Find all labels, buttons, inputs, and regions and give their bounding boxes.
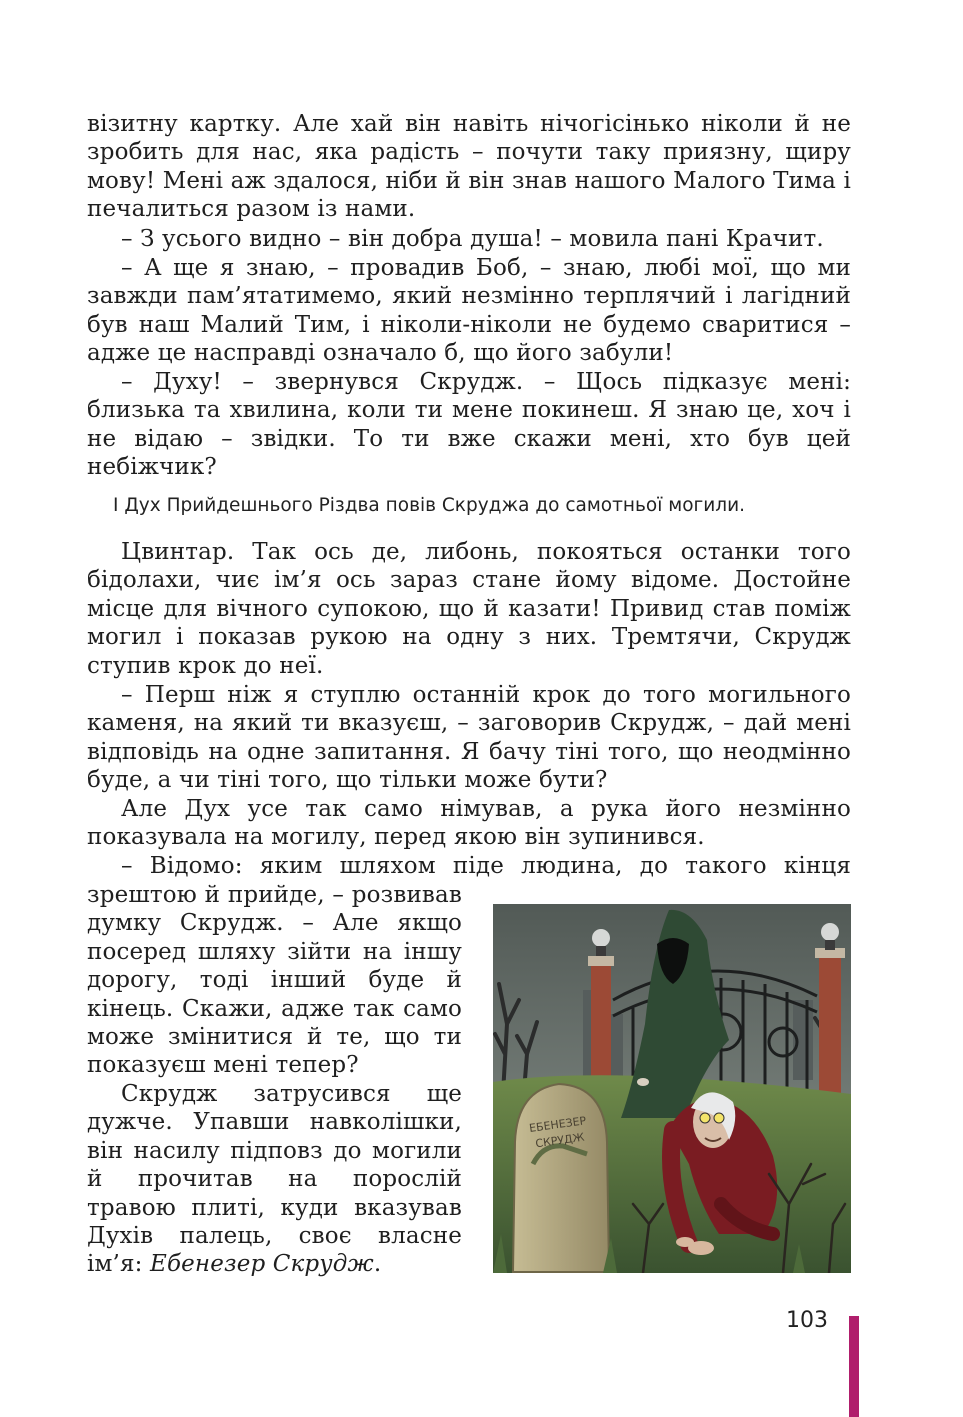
paragraph-6: – Перш ніж я ступлю останній крок до того могильного каменя, на який ти вказуєш, – заговорив Скрудж, – дай мені відповідь на одне запитання. Я бачу тіні того, що неодмінно буде, а чи тіні того, що тільки може бути? [87, 682, 851, 794]
paragraph-8-continued: зрештою й прийде, – розвивав думку Скрудж. – Але якщо посеред шляху зійти на іншу дорогу, тоді інший буде й кінець. Скажи, адже так само може змінитися й те, що ти показуєш мені тепер? [87, 882, 462, 1079]
page-number: 103 [786, 1308, 828, 1333]
paragraph-3: – А ще я знаю, – провадив Боб, – знаю, любі мої, що ми завжди пам’ятатимемо, який незмінно терплячий і лагідний був наш Малий Тим, і ніколи-ніколи не будемо сваритися – адже це насправді означало б, що його забули! [87, 255, 851, 367]
stage-note: І Дух Прийдешнього Різдва повів Скруджа до самотньої могили. [113, 495, 745, 516]
paragraph-1: візитну картку. Але хай він навіть нічогісінько ніколи й не зробить для нас, яка радість – почути таку приязну, щиру мову! Мені аж здалося, ніби й він знав нашого Малого Тима і печалиться разом із нами. [87, 111, 851, 223]
accent-bar [849, 1316, 859, 1417]
paragraph-2: – З усього видно – він добра душа! – мовила пані Крачит. [121, 226, 824, 252]
tombstone-text-2: СКРУДЖ [534, 1130, 586, 1151]
paragraph-9-text: Скрудж затрусився ще дужче. Упавши навколішки, він насилу підповз до могили й прочитав на порослій травою плиті, куди вказував Духів палець, своє власне ім’я: [87, 1081, 462, 1278]
paragraph-7: Але Дух усе так само німував, а рука його незмінно показувала на могилу, перед якою він зупинився. [87, 796, 851, 851]
final-period: . [373, 1251, 382, 1278]
paragraph-4: – Духу! – звернувся Скрудж. – Щось підказує мені: близька та хвилина, коли ти мене покинеш. Я знаю це, хоч і не відаю – звідки. То ти вже скажи мені, хто був цей небіжчик? [87, 369, 851, 481]
paragraph-9 [87, 1080, 462, 1279]
paragraph-5: Цвинтар. Так ось де, либонь, покояться останки того бідолахи, чиє ім’я ось зараз стане йому відоме. Достойне місце для вічного супокою, що й казати! Привид став поміж могил і показав рукою на одну з них. Тремтячи, Скрудж ступив крок до неї. [87, 539, 851, 679]
tombstone-text-1: ЕБЕНЕЗЕР [528, 1114, 587, 1136]
name-italic: Ебенезер Скрудж [150, 1251, 374, 1278]
paragraph-8-start: – Відомо: яким шляхом піде людина, до такого кінця [121, 853, 851, 879]
graveyard-illustration [493, 904, 851, 1273]
